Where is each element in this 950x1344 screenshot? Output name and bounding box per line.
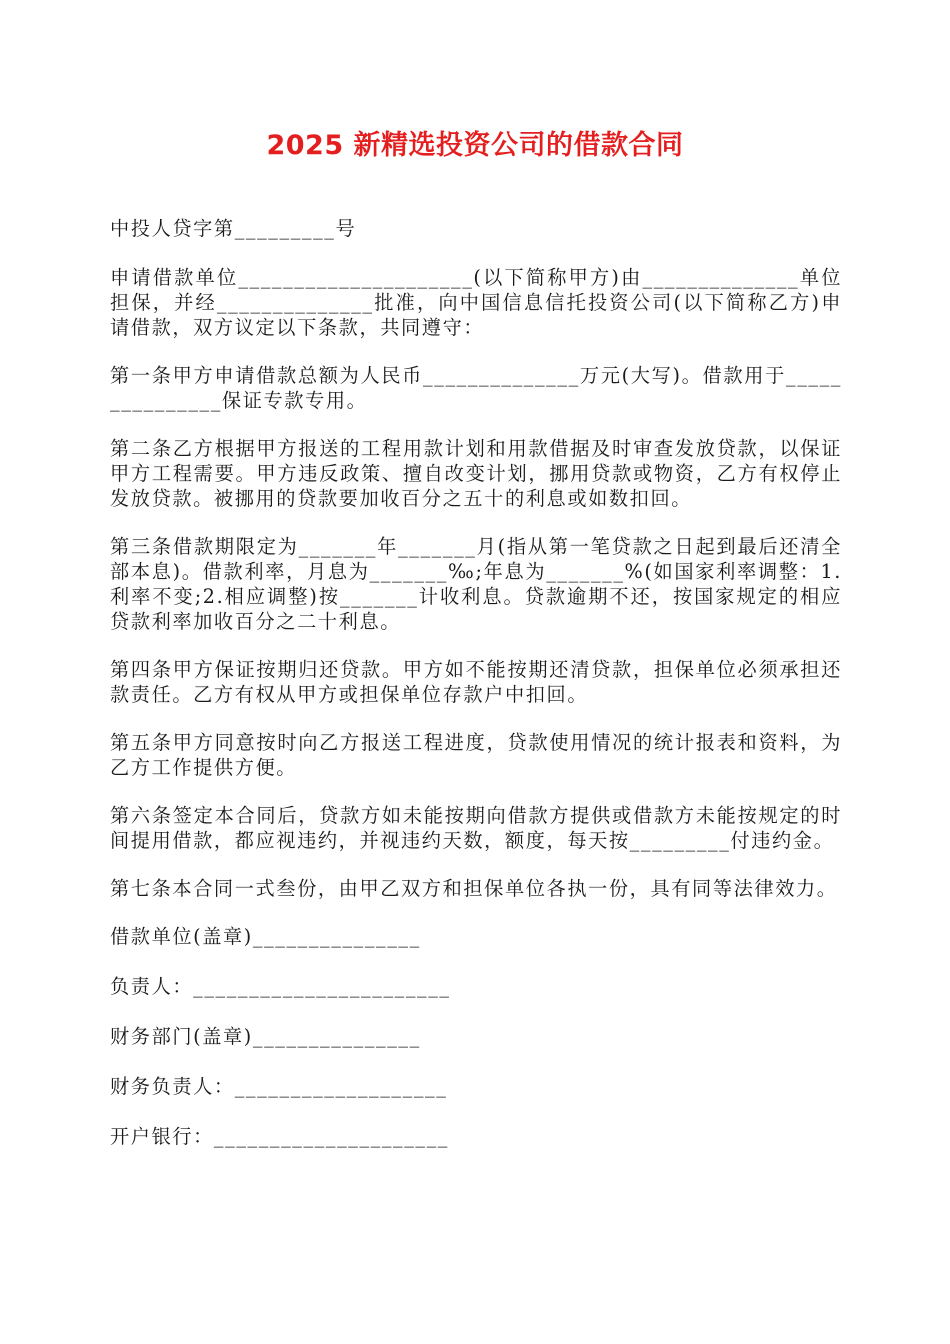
clause-4: 第四条甲方保证按期归还贷款。甲方如不能按期还清贷款，担保单位必须承担还款责任。乙方有权从甲方或担保单位存款户中扣回。 xyxy=(110,658,842,706)
clause-1: 第一条甲方申请借款总额为人民币______________万元(大写)。借款用于_______________保证专款专用。 xyxy=(110,364,842,412)
contract-body xyxy=(110,216,842,1174)
contract-reference-number: 中投人贷字第_________号 xyxy=(110,217,357,240)
signature-bank: 开户银行：_____________________ xyxy=(110,1125,450,1148)
clause-3: 第三条借款期限定为_______年_______月(指从第一笔贷款之日起到最后还清全部本息)。借款利率，月息为_______‰;年息为_______%(如国家利率调整：1.利率不变;2.相应调整)按_______计收利息。贷款逾期不还，按国家规定的相应贷款利率加收百分之二十利息。 xyxy=(110,535,842,633)
clause-5: 第五条甲方同意按时向乙方报送工程进度，贷款使用情况的统计报表和资料，为乙方工作提供方便。 xyxy=(110,731,842,779)
clause-2: 第二条乙方根据甲方报送的工程用款计划和用款借据及时审查发放贷款，以保证甲方工程需要。甲方违反政策、擅自改变计划，挪用贷款或物资，乙方有权停止发放贷款。被挪用的贷款要加收百分之五十的利息或如数扣回。 xyxy=(110,437,842,510)
signature-responsible-person: 负责人：_______________________ xyxy=(110,975,451,998)
clause-7: 第七条本合同一式叁份，由甲乙双方和担保单位各执一份，具有同等法律效力。 xyxy=(110,877,838,900)
page-title: 2025 新精选投资公司的借款合同 xyxy=(266,130,684,161)
signature-finance-department: 财务部门(盖章)_______________ xyxy=(110,1025,421,1048)
clause-6: 第六条签定本合同后，贷款方如未能按期向借款方提供或借款方未能按规定的时间提用借款，都应视违约，并视违约天数，额度，每天按_________付违约金。 xyxy=(110,804,842,852)
contract-intro: 申请借款单位_____________________(以下简称甲方)由______________单位担保，并经______________批准，向中国信息信托投资公司(以下简称乙方)申请借款，双方议定以下条款，共同遵守： xyxy=(110,266,842,339)
signature-finance-head: 财务负责人：___________________ xyxy=(110,1075,448,1098)
signature-borrower-unit: 借款单位(盖章)_______________ xyxy=(110,925,421,948)
